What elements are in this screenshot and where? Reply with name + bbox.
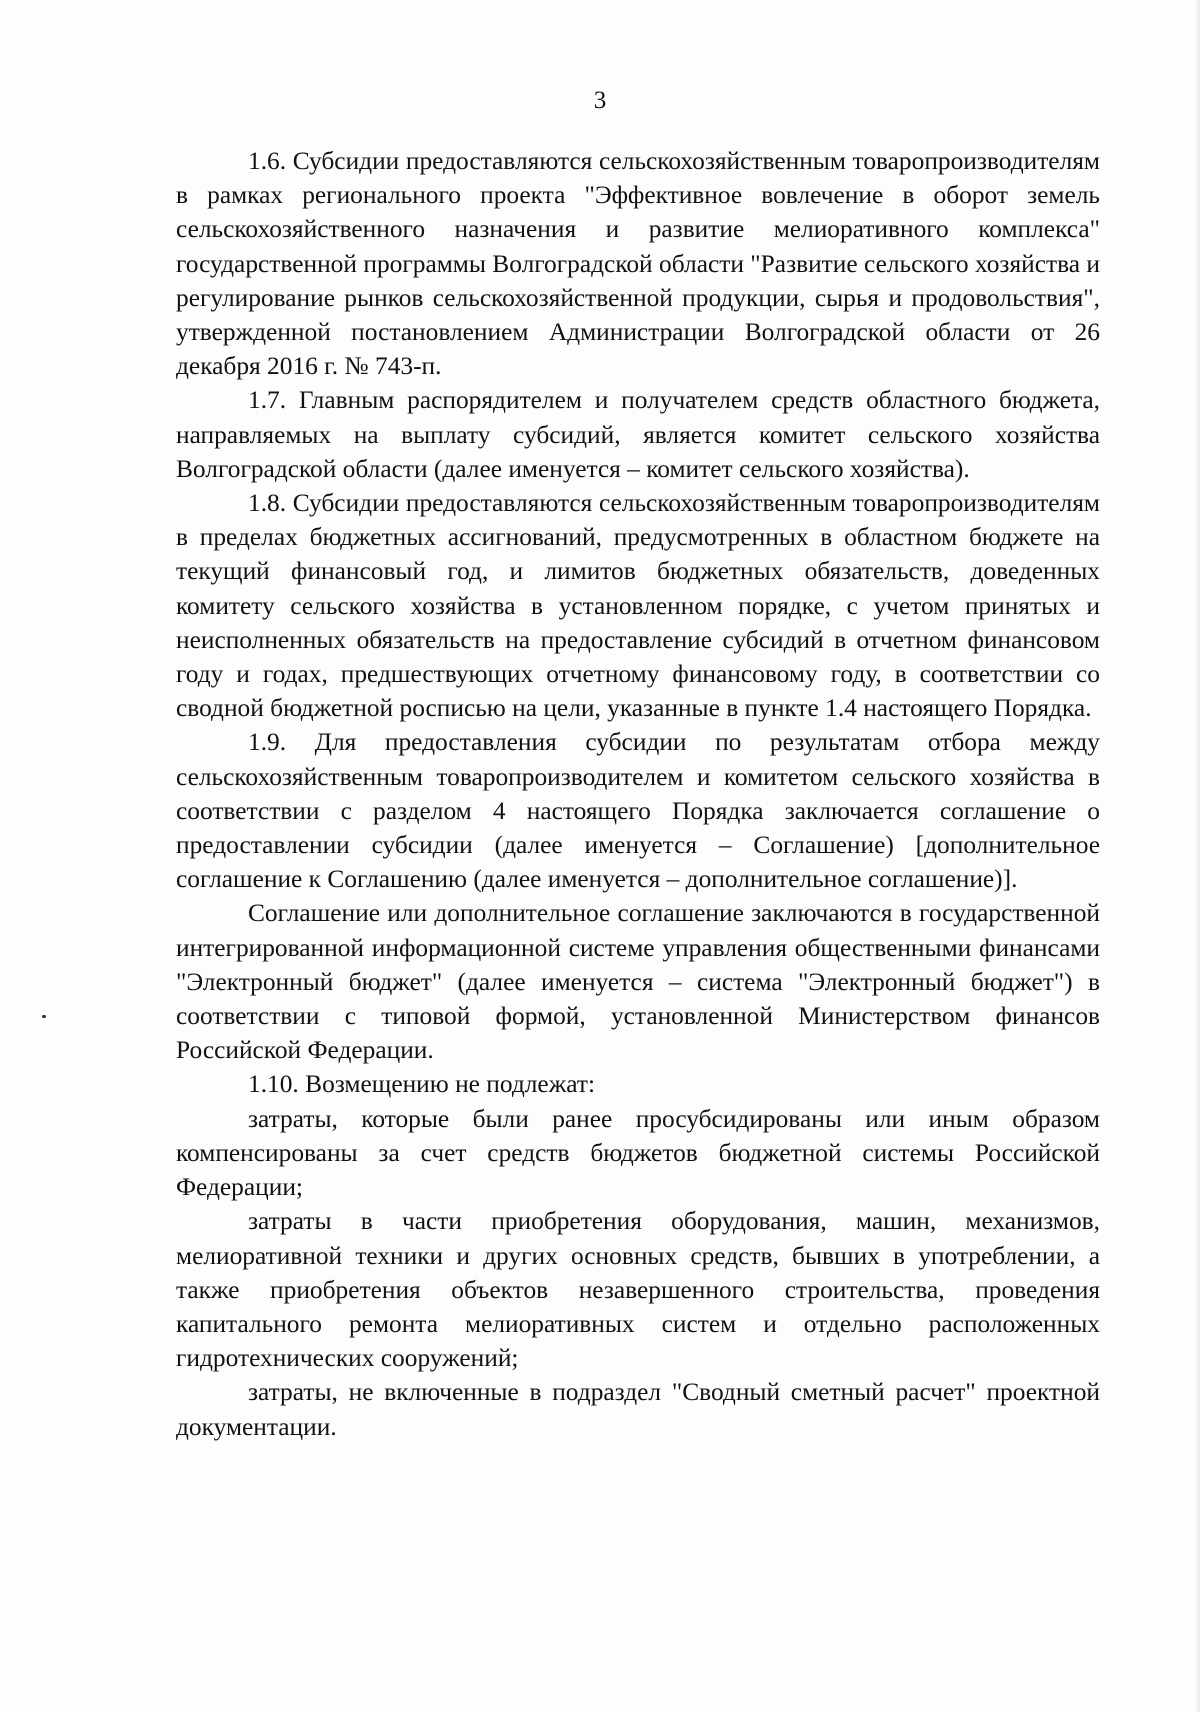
paragraph-1-6: 1.6. Субсидии предоставляются сельскохозяйственным товаропроизводителям в рамках регионального проекта "Эффективное вовлечение в оборот земель сельскохозяйственного назначения и развитие мелиоративного комплекса" государственной программы Волгоградской области "Развитие сельского хозяйства и регулирование рынков сельскохозяйственной продукции, сырья и продовольствия", утвержденной постановлением Администрации Волгоградской области от 26 декабря 2016 г. № 743-п. <box>176 147 1100 381</box>
paragraph-1-8: 1.8. Субсидии предоставляются сельскохозяйственным товаропроизводителям в пределах бюджетных ассигнований, предусмотренных в областном бюджете на текущий финансовый год, и лимитов бюджетных обязательств, доведенных комитету сельского хозяйства в установленном порядке, с учетом принятых и неисполненных обязательств на предоставление субсидий в отчетном финансовом году и годах, предшествующих отчетному финансовому году, в соответствии со сводной бюджетной росписью на цели, указанные в пункте 1.4 настоящего Порядка. <box>176 489 1100 723</box>
page-number: 3 <box>593 87 607 114</box>
scan-edge-shadow <box>1194 0 1200 1712</box>
paragraph-exclusion-estimate: затраты, не включенные в подраздел "Сводный сметный расчет" проектной документации. <box>176 1378 1100 1441</box>
paragraph-1-9: 1.9. Для предоставления субсидии по результатам отбора между сельскохозяйственным товаропроизводителем и комитетом сельского хозяйства в соответствии с разделом 4 настоящего Порядка заключается соглашение о предоставлении субсидии (далее именуется – Соглашение) [дополнительное соглашение к Соглашению (далее именуется – дополнительное соглашение)]. <box>176 728 1100 894</box>
document-body <box>176 144 1100 1444</box>
scan-speck <box>42 1015 46 1018</box>
paragraph-exclusion-subsidized: затраты, которые были ранее просубсидированы или иным образом компенсированы за счет средств бюджетов бюджетной системы Российской Федерации; <box>176 1104 1100 1202</box>
paragraph-1-7: 1.7. Главным распорядителем и получателем средств областного бюджета, направляемых на выплату субсидий, является комитет сельского хозяйства Волгоградской области (далее именуется – комитет сельского хозяйства). <box>176 386 1100 483</box>
paragraph-exclusion-used-equipment: затраты в части приобретения оборудования, машин, механизмов, мелиоративной техники и других основных средств, бывших в употреблении, а также приобретения объектов незавершенного строительства, проведения капитального ремонта мелиоративных систем и отдельно расположенных гидротехнических сооружений; <box>176 1207 1100 1373</box>
paragraph-agreement-system: Соглашение или дополнительное соглашение заключаются в государственной интегрированной информационной системе управления общественными финансами "Электронный бюджет" (далее именуется – система "Электронный бюджет") в соответствии с типовой формой, установленной Министерством финансов Российской Федерации. <box>176 899 1100 1065</box>
paragraph-1-10: 1.10. Возмещению не подлежат: <box>248 1070 596 1099</box>
